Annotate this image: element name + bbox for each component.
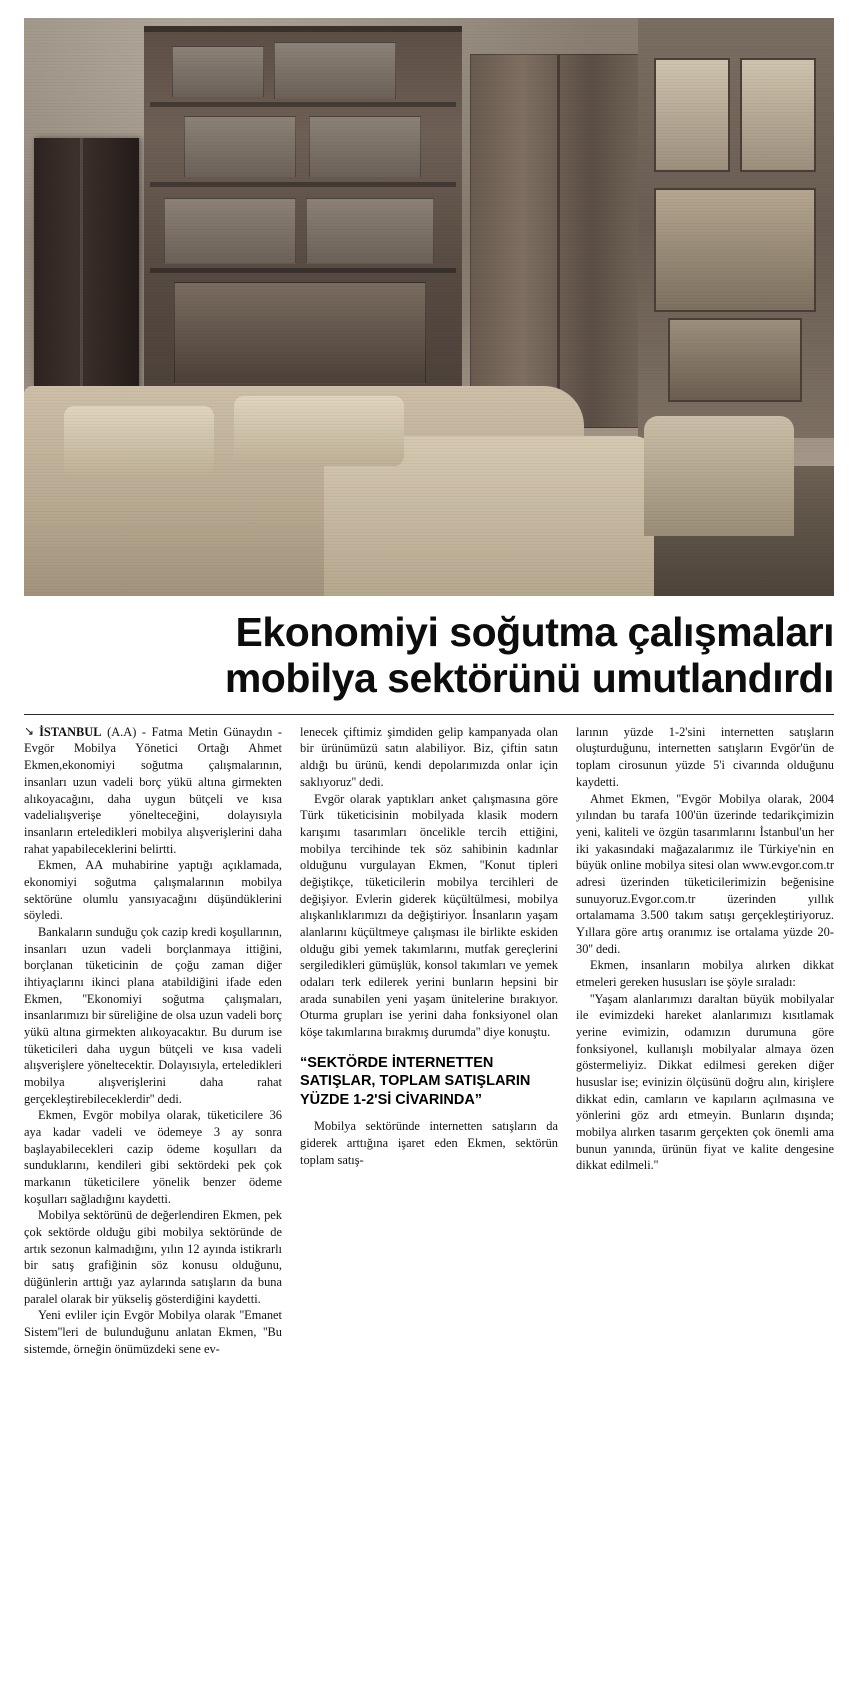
article-photo (24, 18, 834, 596)
dingbat-icon: ↘ (24, 723, 35, 738)
paragraph: larının yüzde 1-2'sini internetten satışların oluşturduğunu, internetten satışların Evgör'ün de toplam cirosunun yüzde 5'i civarında olduğunu kaydetti. (576, 724, 834, 789)
paragraph (24, 724, 282, 857)
paragraph: lenecek çiftimiz şimdiden gelip kampanyada olan bir ürünümüzü satın alabiliyor. Biz, çiftin satın aldığı bu ürünü, kendi depolarımızda onlar için saklıyoruz'' dedi. (300, 724, 558, 789)
paragraph: Mobilya sektöründe internetten satışların da giderek arttığına işaret eden Ekmen, sektörün toplam satış- (300, 1119, 558, 1167)
column-2 (300, 724, 558, 1168)
paragraph: Yeni evliler için Evgör Mobilya olarak ''Emanet Sistem''leri de bulunduğunu anlatan Ekmen, ''Bu sistemde, örneğin önümüzdeki sene ev- (24, 1308, 282, 1356)
paragraph: Ekmen, AA muhabirine yaptığı açıklamada, ekonomiyi soğutma çalışmalarının mobilya sektörüne olumlu yansıyacağını düşündüklerini söyledi. (24, 858, 282, 923)
headline-rule (24, 714, 834, 715)
paragraph: Ekmen, Evgör mobilya olarak, tüketicilere 36 aya kadar vadeli ve ödemeye 3 ay sonra başlayabilecekleri cazip ödeme koşulları da sunduklarını, kendileri gibi sektördeki pek çok markanın tüketicilere yönelik benzer ödeme koşulları sağladığını kaydetti. (24, 1108, 282, 1206)
paragraph: Evgör olarak yaptıkları anket çalışmasına göre Türk tüketicisinin mobilyada klasik modern karışımı tasarımları öncelikle tercih ettiğini, mobilya tercihinde tek söz sahibinin kadınlar olduğunu vurgulayan Ekmen, ''Konut tipleri değiştikçe, tüketicilerin mobilya tercihleri de değişiyor. Evlerin giderek küçültülmesi, mobilya alışkanlıklarımızı da değiştiriyor. İnsanların yaşam alanlarını küçültmeye çalışması ile birlikte eskiden olduğu gibi yemek takımlarını, mutfak gereçlerini sergiledikleri gümüşlük, konsol takımları ve yemek odaları terk edilerek yerini bunların hepsini bir arada sunabilen yeni yaşam ünitelerine bırakıyor. Oturma grupları ise yerini daha fonksiyonel olan köşe takımlarına bırakmış durumda'' diye konuştu. (300, 791, 558, 1039)
dateline-location: İSTANBUL (39, 724, 102, 739)
paragraph: Bankaların sunduğu çok cazip kredi koşullarının, insanları uzun vadeli borçlanmaya ittiğini, borçlanan tüketicinin de çoğu zaman diğer ihtiyaçlarını ikinci plana atabildiğini ifade eden Ekmen, ''Ekonomiyi soğutma çalışmaları, insanlarımızı bir süreliğine de olsa uzun vadeli borç yükü altına girmekten alıkoyacaktır. Bu durum ise tüketicileri daha uygun bütçeli ve kısa vadeli alışverişlere yöneltecektir. Dolayısıyla, erteledikleri mobilya alışverişlerini daha rahat gerçekleştirebileceklerdir'' dedi. (24, 924, 282, 1106)
section-subheading: “SEKTÖRDE İNTERNETTEN SATIŞLAR, TOPLAM SATIŞLARIN YÜZDE 1-2'Sİ CİVARINDA” (300, 1054, 531, 1108)
column-3 (576, 724, 834, 1174)
paragraph-text: - Fatma Metin Günaydın - Evgör Mobilya Yönetici Ortağı Ahmet Ekmen,ekonomiyi soğutma çalışmalarının, insanları uzun vadeli borç yükü altına girmekten alıkoyacağını, daha uygun bütçeli ve kısa vadelialışverişe yönelteceğini, dolayısıyla insanların erteledikleri mobilya alışverişlerini daha rahat yapabileceklerini belirtti. (24, 724, 282, 856)
photo-texture-overlay (24, 18, 834, 596)
dateline-source: (A.A) (107, 724, 137, 739)
article-columns (24, 724, 834, 1358)
paragraph: ''Yaşam alanlarımızı daraltan büyük mobilyalar ile evimizdeki hareket alanlarımızı kısıtlamak yerine evimizin, odamızın durumuna göre fonksiyonel, kullanışlı mobilyalar almaya özen göstermeliyiz. Dikkat edilmesi gereken diğer hususlar ise; evinizin ölçüsünü doğru alın, kirişlere dikkat edin, camların ve kapıların açılmasına ve yönlerini göz ardı etmeyin. Bunların dışında; mobilya alırken tasarım gerçekten çok önemli ama bunun yanında, ürünün fiyat ve kalite dengesine dikkat edilmeli.'' (576, 991, 834, 1173)
paragraph: Mobilya sektörünü de değerlendiren Ekmen, pek çok sektörde olduğu gibi mobilya sektöründe de artık sezonun kalmadığını, yılın 12 ayında istikrarlı bir satış grafiğinin söz konusu olduğunu, düğünlerin arttığı yaz aylarında satışların da buna paralel olarak bir yükseliş gösterdiğini kaydetti. (24, 1208, 282, 1306)
article-headline (24, 610, 834, 702)
paragraph: Ahmet Ekmen, ''Evgör Mobilya olarak, 2004 yılından bu tarafa 100'ün üzerinde tedarikçimizin yeni, kaliteli ve özgün tasarımlarını İstanbul'un her iki yakasındaki mağazalarımız ile Türkiye'nin en büyük online mobilya sitesi olan www.evgor.com.tr adresi üzerinden tüketicilerimizin beğenisine sunuyoruz.Evgor.com.tr üzerinden yıllık ortalamama 3.500 takım satışı gerçekleştiriyoruz. Yıllara göre artış oranımız ise ortalama yüzde 20-30'' dedi. (576, 791, 834, 956)
column-1 (24, 724, 282, 1358)
paragraph: Ekmen, insanların mobilya alırken dikkat etmeleri gereken hususları ise şöyle sıraladı: (576, 958, 834, 989)
headline-line-1: Ekonomiyi soğutma çalışmaları (235, 609, 834, 655)
headline-line-2: mobilya sektörünü umutlandırdı (224, 654, 834, 701)
